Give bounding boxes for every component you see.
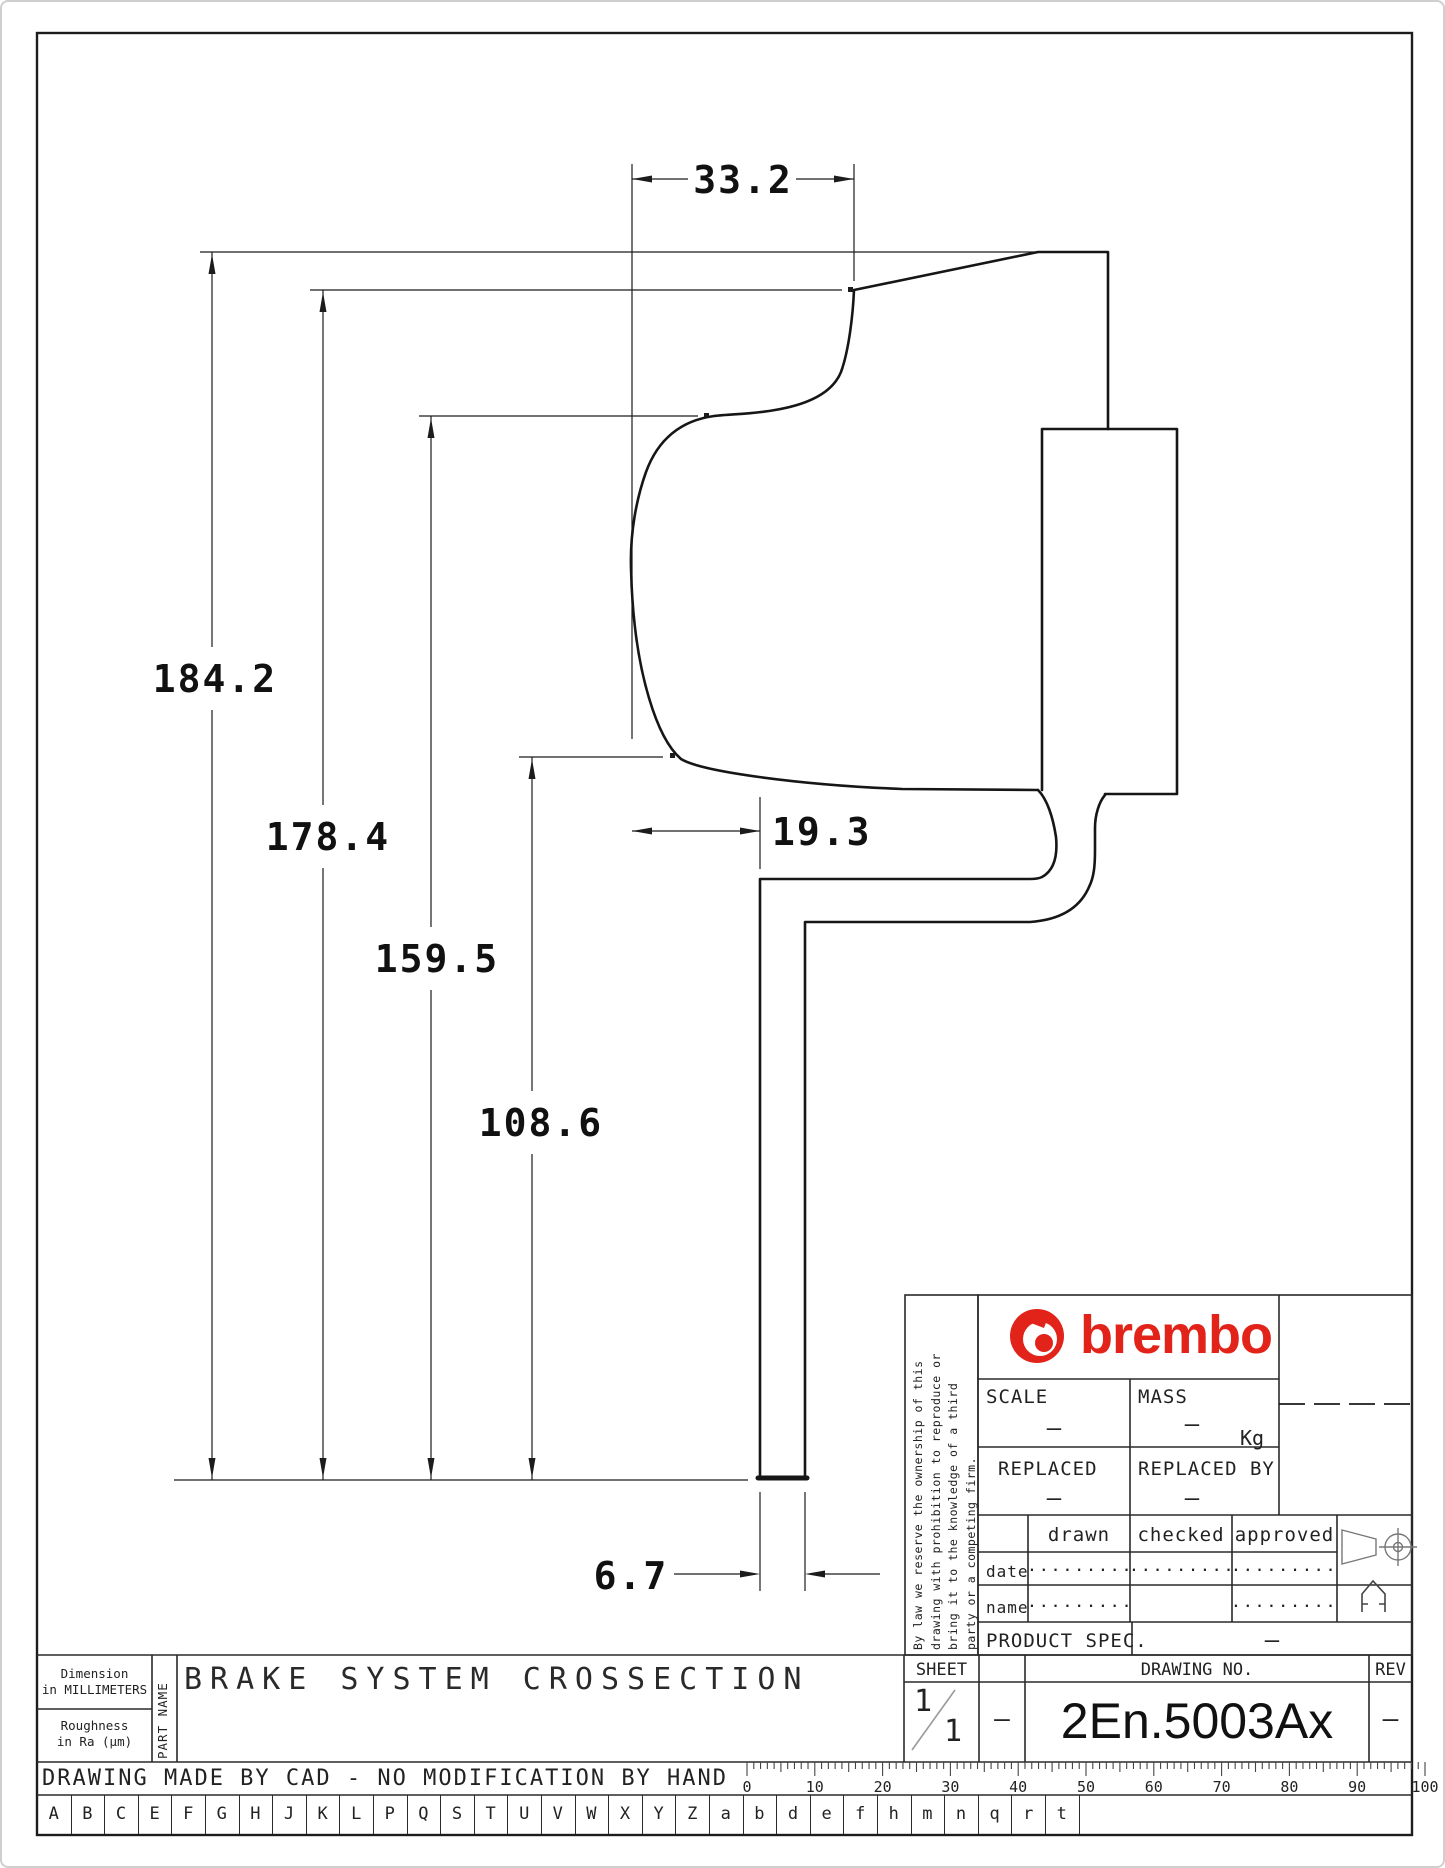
dim-108-6: 108.6 [478,1101,604,1145]
replaced-by-value: – [1184,1484,1200,1512]
brembo-logo-icon [1010,1309,1064,1363]
letter-cell: J [272,1795,307,1834]
letter-cell: Q [407,1795,442,1834]
roughness-note-line1: Roughness [60,1718,129,1733]
letter-cell: K [306,1795,341,1834]
dim-33-2: 33.2 [693,158,793,202]
ruler-number: 10 [805,1778,824,1796]
ruler-number: 40 [1009,1778,1028,1796]
sheet-label: SHEET [915,1660,968,1680]
ruler-number: 50 [1076,1778,1096,1796]
mass-value: – [1184,1410,1200,1438]
ruler-number: 70 [1212,1778,1231,1796]
letter-cell: X [608,1795,643,1834]
projection-symbols [1342,1528,1417,1566]
letter-cell: m [911,1795,946,1834]
letter-cell: P [373,1795,408,1834]
sheet-denominator: 1 [944,1714,963,1749]
name-approved-dots: ......... [1232,1596,1339,1611]
roughness-note [37,1718,152,1750]
dimension-arrows [209,176,855,1578]
letter-cell: H [239,1795,274,1834]
projection-cone-icon [1342,1530,1376,1564]
scale-value: – [1046,1414,1062,1442]
letter-cell: Y [642,1795,677,1834]
dim-19-3: 19.3 [772,810,872,854]
letter-cell: A [37,1795,72,1834]
name-row-label: name [986,1598,1029,1617]
disclaimer-line: bring it to the knowledge of a third [946,1382,960,1650]
dimension-note-line2: in MILLIMETERS [41,1682,148,1697]
letter-cell: S [440,1795,475,1834]
letter-cell: q [978,1795,1013,1834]
letter-cell: t [1045,1795,1080,1834]
letter-cell: Z [675,1795,710,1834]
product-spec-label: PRODUCT SPEC. [986,1630,1148,1652]
col-approved-label: approved [1234,1524,1335,1546]
ruler-number: 20 [873,1778,892,1796]
drawing-no-label: DRAWING NO. [1140,1660,1254,1680]
letter-cell: G [205,1795,240,1834]
letter-cell: L [339,1795,374,1834]
replaced-by-label: REPLACED BY [1138,1458,1275,1480]
rev-label: REV [1375,1660,1406,1680]
sheet-note-value: – [994,1704,1010,1734]
disclaimer-text [910,1298,980,1650]
ruler-number: 0 [742,1778,752,1796]
ruler-number: 30 [941,1778,960,1796]
letter-cell: r [1011,1795,1046,1834]
roughness-note-line2: in Ra (µm) [56,1734,133,1749]
letter-cell: a [709,1795,744,1834]
letter-cell: F [171,1795,206,1834]
ruler-number: 90 [1348,1778,1367,1796]
profile-outer-curve [631,290,1038,790]
mass-unit: Kg [1240,1426,1265,1450]
drawing-number: 2En.5003Ax [1060,1693,1334,1749]
extension-lines [174,164,1038,1591]
replaced-label: REPLACED [998,1458,1098,1480]
letter-cell: C [104,1795,139,1834]
letter-cell: h [877,1795,912,1834]
dimension-units-note [37,1666,152,1698]
dimension-note-line1: Dimension [60,1666,129,1681]
ruler-number: 80 [1280,1778,1299,1796]
tangent-dots [670,287,853,758]
letter-cell: W [575,1795,610,1834]
ruler-ticks [747,1762,1425,1776]
letter-cell: V [541,1795,576,1834]
disclaimer-line: party or a competing firm. [963,1456,978,1650]
letter-cell: B [71,1795,106,1834]
col-checked-label: checked [1137,1524,1225,1546]
profile-friction-ring [1042,429,1177,794]
ruler-number: 60 [1144,1778,1163,1796]
product-spec-value: – [1264,1626,1280,1654]
brand-wordmark: brembo [1080,1305,1273,1365]
replaced-value: – [1046,1484,1062,1512]
letter-cell: T [474,1795,509,1834]
date-drawn-dots: ......... [1028,1560,1135,1575]
letter-cell: E [138,1795,173,1834]
letter-cell: n [944,1795,979,1834]
cad-canvas [2,2,1445,1868]
dim-178-4: 178.4 [265,815,391,859]
brake-disc-profile [631,252,1177,1478]
disclaimer-line: drawing with prohibition to reproduce or [928,1353,943,1650]
letter-cell: U [507,1795,542,1834]
letter-cell: b [743,1795,778,1834]
cad-note: DRAWING MADE BY CAD - NO MODIFICATION BY HAND [42,1766,729,1791]
letter-cell: e [810,1795,845,1834]
col-drawn-label: drawn [1047,1524,1111,1546]
date-checked-dots: ......... [1130,1560,1237,1575]
scale-label: SCALE [986,1386,1049,1408]
letter-cell: d [776,1795,811,1834]
mass-label: MASS [1138,1386,1188,1408]
dim-184-2: 184.2 [152,657,278,701]
ruler-number: 100 [1411,1778,1439,1796]
profile-top-edge [854,252,1108,429]
rev-value: – [1382,1704,1399,1734]
sheet-numerator: 1 [914,1684,933,1719]
date-row-label: date [986,1562,1029,1581]
part-name-label: PART NAME [155,1682,170,1759]
letter-cell: f [843,1795,878,1834]
name-drawn-dots: ......... [1028,1596,1135,1611]
dim-159-5: 159.5 [374,937,500,981]
dim-6-7: 6.7 [593,1554,669,1598]
part-name-title: BRAKE SYSTEM CROSSECTION [184,1662,810,1697]
disclaimer-line: By law we reserve the ownership of this [911,1360,925,1650]
date-approved-dots: ......... [1232,1560,1339,1575]
